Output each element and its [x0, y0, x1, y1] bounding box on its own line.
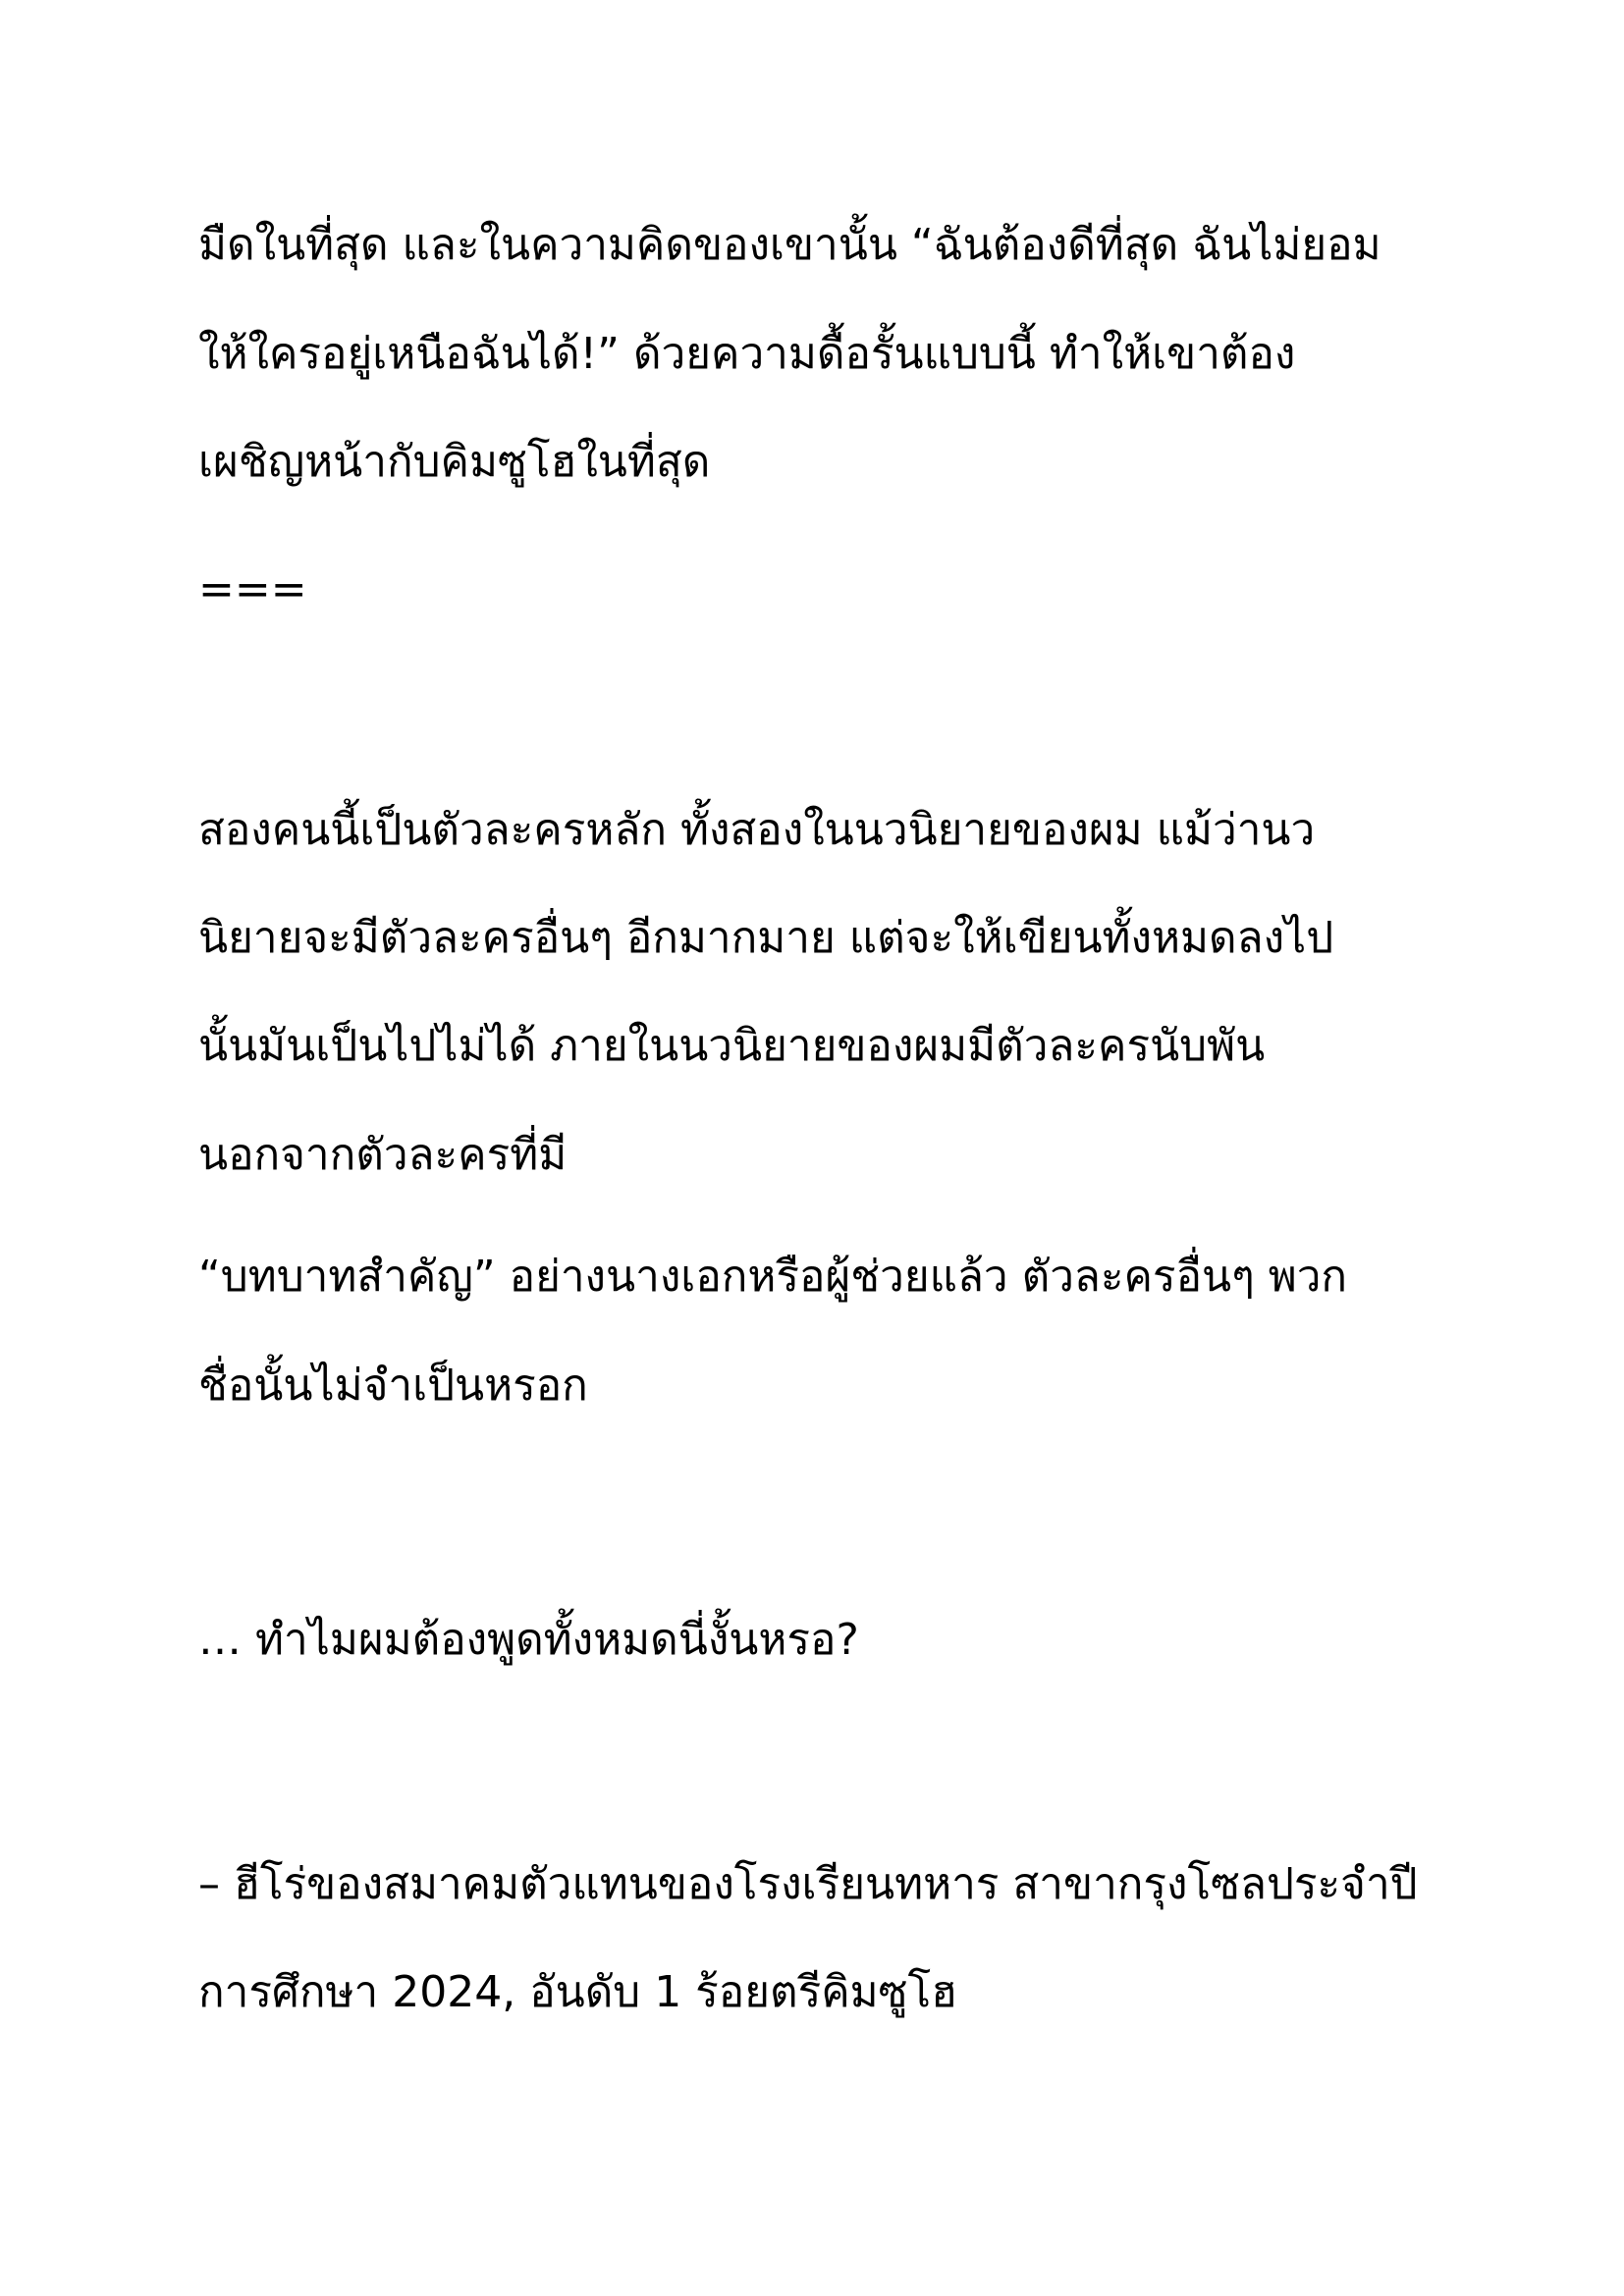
paragraph-1-line-3: เผชิญหน้ากับคิมซูโฮในที่สุด	[198, 437, 711, 487]
paragraph-2-line-4: นอกจากตัวละครที่มี	[198, 1130, 568, 1180]
section-separator: ===	[198, 564, 307, 614]
paragraph-2-line-2: นิยายจะมีตัวละครอื่นๆ อีกมากมาย แต่จะให้เขียนทั้งหมดลงไป	[198, 913, 1334, 963]
paragraph-2-line-1: สองคนนี้เป็นตัวละครหลัก ทั้งสองในนวนิยายของผม แม้ว่านว	[198, 805, 1316, 855]
paragraph-3-line-2: ชื่อนั้นไม่จำเป็นหรอก	[198, 1361, 588, 1411]
paragraph-4: … ทำไมผมต้องพูดทั้งหมดนี่งั้นหรอ?	[198, 1615, 859, 1665]
paragraph-1-line-1: มืดในที่สุด และในความคิดของเขานั้น “ฉันต้องดีที่สุด ฉันไม่ยอม	[198, 220, 1381, 270]
paragraph-3-line-1: “บทบาทสำคัญ” อย่างนางเอกหรือผู้ช่วยแล้ว ตัวละครอื่นๆ พวก	[198, 1252, 1348, 1302]
paragraph-5-line-2: การศึกษา 2024, อันดับ 1 ร้อยตรีคิมซูโฮ	[198, 1967, 958, 2017]
paragraph-2-line-3: นั้นมันเป็นไปไม่ได้ ภายในนวนิยายของผมมีตัวละครนับพัน	[198, 1021, 1266, 1071]
paragraph-1-line-2: ให้ใครอยู่เหนือฉันได้!” ด้วยความดื้อรั้นแบบนี้ ทำให้เขาต้อง	[198, 329, 1296, 379]
paragraph-5-line-1: – ฮีโร่ของสมาคมตัวแทนของโรงเรียนทหาร สาขากรุงโซลประจำปี	[198, 1859, 1418, 1909]
